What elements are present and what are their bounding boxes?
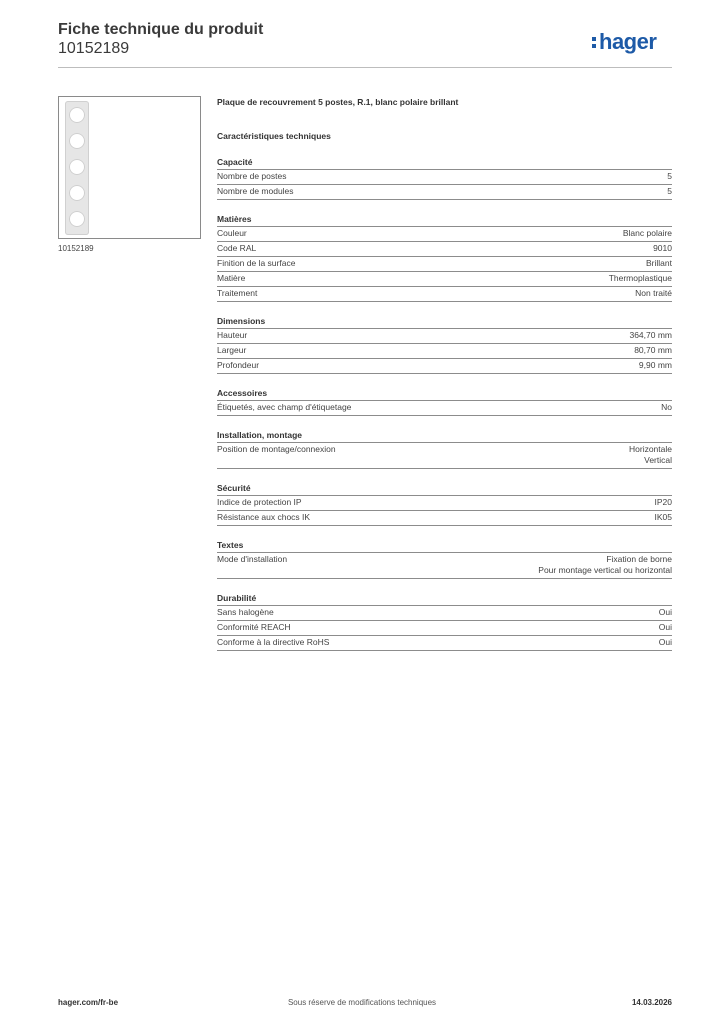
page-title: Fiche technique du produit [58, 21, 264, 38]
spec-value-line: Oui [658, 622, 672, 632]
spec-group-title: Installation, montage [217, 429, 672, 443]
spec-value [659, 637, 672, 648]
header-divider [58, 67, 672, 68]
spec-row [217, 272, 672, 287]
specifications [217, 96, 672, 664]
spec-row [217, 401, 672, 416]
plate-opening [69, 159, 85, 175]
spec-value [623, 228, 672, 239]
spec-group-title: Dimensions [217, 315, 672, 329]
spec-label: Profondeur [217, 360, 260, 370]
product-image [58, 96, 201, 239]
spec-value [659, 622, 672, 633]
spec-group [217, 539, 672, 579]
spec-value [635, 288, 672, 299]
spec-label: Résistance aux chocs IK [217, 512, 311, 522]
spec-group-title: Textes [217, 539, 672, 553]
spec-group-title: Durabilité [217, 592, 672, 606]
spec-value-line: IK05 [654, 512, 672, 522]
spec-value [629, 330, 672, 341]
spec-group-title: Sécurité [217, 482, 672, 496]
spec-value-line: Blanc polaire [622, 228, 672, 238]
spec-value [667, 171, 672, 182]
spec-row [217, 287, 672, 302]
spec-label: Code RAL [217, 243, 257, 253]
spec-group [217, 429, 672, 469]
product-description: Plaque de recouvrement 5 postes, R.1, blanc polaire brillant [217, 97, 459, 107]
spec-row [217, 636, 672, 651]
spec-label: Étiquetés, avec champ d'étiquetage [217, 402, 352, 412]
spec-value-line: Non traité [635, 288, 672, 298]
spec-row [217, 185, 672, 200]
spec-value [646, 258, 672, 269]
logo-colon-icon [592, 35, 596, 49]
spec-row [217, 511, 672, 526]
spec-group [217, 156, 672, 200]
spec-value-line: 9,90 mm [638, 360, 672, 370]
spec-label: Conformité REACH [217, 622, 291, 632]
spec-value-line: 9010 [653, 243, 672, 253]
spec-row [217, 227, 672, 242]
spec-row [217, 170, 672, 185]
spec-label: Position de montage/connexion [217, 444, 336, 454]
spec-value [629, 444, 672, 466]
spec-value-line: Pour montage vertical ou horizontal [538, 565, 672, 575]
spec-group-title: Matières [217, 213, 672, 227]
logo-text: hager [599, 29, 657, 54]
spec-label: Nombre de modules [217, 186, 294, 196]
cover-plate-5-gang-icon [65, 101, 89, 235]
spec-label: Hauteur [217, 330, 248, 340]
spec-value-line: 5 [667, 171, 672, 181]
spec-row [217, 329, 672, 344]
spec-group [217, 592, 672, 651]
spec-label: Largeur [217, 345, 247, 355]
footer-date: 14.03.2026 [631, 998, 672, 1007]
spec-row [217, 443, 672, 469]
spec-label: Mode d'installation [217, 554, 288, 564]
spec-label: Traitement [217, 288, 258, 298]
spec-row [217, 242, 672, 257]
spec-value-line: 364,70 mm [629, 330, 672, 340]
spec-row [217, 257, 672, 272]
spec-group [217, 482, 672, 526]
section-heading: Caractéristiques techniques [217, 131, 331, 141]
spec-value [655, 497, 673, 508]
spec-value [538, 554, 672, 576]
spec-value-line: Oui [658, 607, 672, 617]
spec-row [217, 606, 672, 621]
spec-row [217, 496, 672, 511]
spec-value-line: Vertical [644, 455, 672, 465]
spec-group [217, 387, 672, 416]
spec-row [217, 344, 672, 359]
spec-value [655, 512, 673, 523]
plate-opening [69, 185, 85, 201]
footer-disclaimer: Sous réserve de modifications techniques [287, 998, 437, 1007]
plate-opening [69, 133, 85, 149]
spec-group [217, 213, 672, 302]
spec-label: Sans halogène [217, 607, 274, 617]
spec-value-line: Thermoplastique [608, 273, 672, 283]
spec-value [653, 243, 672, 254]
spec-value [661, 402, 672, 413]
spec-label: Matière [217, 273, 246, 283]
footer-website: hager.com/fr-be [58, 998, 119, 1007]
spec-value [639, 360, 672, 371]
spec-value-line: 80,70 mm [634, 345, 672, 355]
spec-groups [217, 156, 672, 651]
spec-value [659, 607, 672, 618]
spec-label: Finition de la surface [217, 258, 296, 268]
spec-row [217, 359, 672, 374]
image-caption: 10152189 [58, 244, 94, 253]
spec-label: Indice de protection IP [217, 497, 302, 507]
spec-row [217, 553, 672, 579]
spec-value-line: IP20 [654, 497, 672, 507]
spec-value [634, 345, 672, 356]
spec-value-line: 5 [667, 186, 672, 196]
product-reference: 10152189 [58, 40, 130, 57]
spec-label: Nombre de postes [217, 171, 287, 181]
plate-opening [69, 211, 85, 227]
spec-value-line: No [661, 402, 672, 412]
spec-label: Couleur [217, 228, 247, 238]
spec-label: Conforme à la directive RoHS [217, 637, 330, 647]
spec-value-line: Brillant [646, 258, 672, 268]
spec-value-line: Oui [658, 637, 672, 647]
spec-group-title: Capacité [217, 156, 672, 170]
spec-value [667, 186, 672, 197]
spec-group [217, 315, 672, 374]
spec-value-line: Horizontale [629, 444, 672, 454]
hager-logo [592, 28, 656, 56]
spec-row [217, 621, 672, 636]
spec-value-line: Fixation de borne [606, 554, 672, 564]
spec-group-title: Accessoires [217, 387, 672, 401]
plate-opening [69, 107, 85, 123]
spec-value [609, 273, 672, 284]
